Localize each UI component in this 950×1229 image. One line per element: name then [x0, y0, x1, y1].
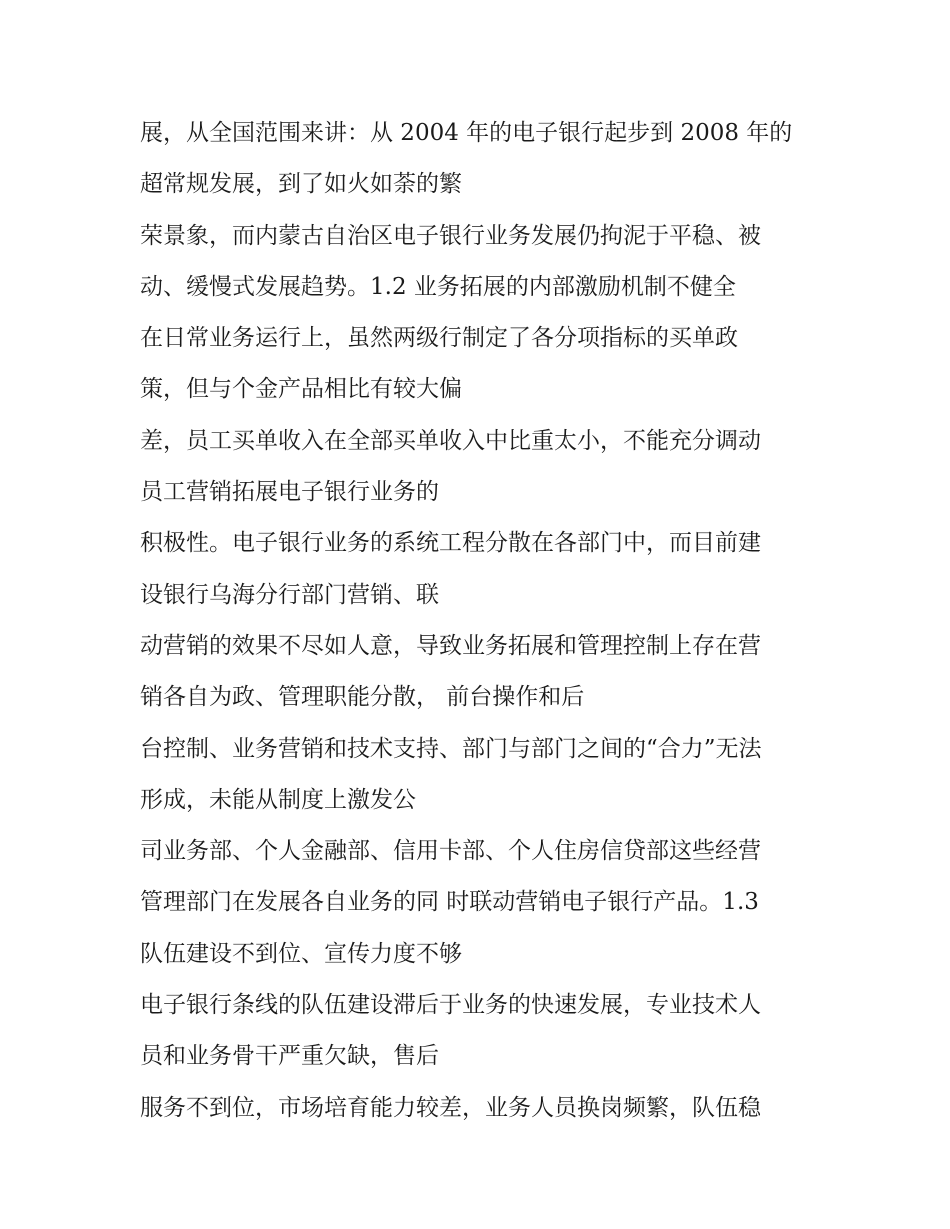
text-line: 荣景象，而内蒙古自治区电子银行业务发展仍拘泥于平稳、被: [140, 222, 761, 249]
text-line: 台控制、业务营销和技术支持、部门与部门之间的“合力”无法: [140, 735, 762, 762]
text-line: 策，但与个金产品相比有较大偏: [140, 376, 462, 403]
text-line: 积极性。电子银行业务的系统工程分散在各部门中，而目前建: [140, 530, 761, 557]
text-line: 电子银行条线的队伍建设滞后于业务的快速发展，专业技术人: [140, 992, 761, 1019]
text-line: 设银行乌海分行部门营销、联: [140, 581, 439, 608]
text-line: 动营销的效果不尽如人意，导致业务拓展和管理控制上存在营: [140, 632, 761, 659]
text-line: 管理部门在发展各自业务的同 时联动营销电子银行产品。1.3: [140, 889, 759, 916]
text-line: 差，员工买单收入在全部买单收入中比重太小，不能充分调动: [140, 427, 761, 454]
body-text: [140, 108, 820, 1134]
text-line: 展，从全国范围来讲：从 2004 年的电子银行起步到 2008 年的: [140, 120, 793, 146]
text-line: 超常规发展，到了如火如荼的繁: [140, 171, 462, 198]
text-line: 员工营销拓展电子银行业务的: [140, 479, 439, 506]
text-line: 员和业务骨干严重欠缺，售后: [140, 1043, 439, 1070]
text-line: 司业务部、个人金融部、信用卡部、个人住房信贷部这些经营: [140, 838, 761, 865]
text-line: 动、缓慢式发展趋势。1.2 业务拓展的内部激励机制不健全: [140, 273, 736, 300]
text-line: 形成，未能从制度上激发公: [140, 786, 416, 813]
text-line: 在日常业务运行上，虽然两级行制定了各分项指标的买单政: [140, 325, 738, 352]
text-line: 销各自为政、管理职能分散， 前台操作和后: [140, 684, 585, 711]
text-line: 队伍建设不到位、宣传力度不够: [140, 940, 462, 967]
text-line: 服务不到位，市场培育能力较差，业务人员换岗频繁，队伍稳: [140, 1094, 761, 1121]
